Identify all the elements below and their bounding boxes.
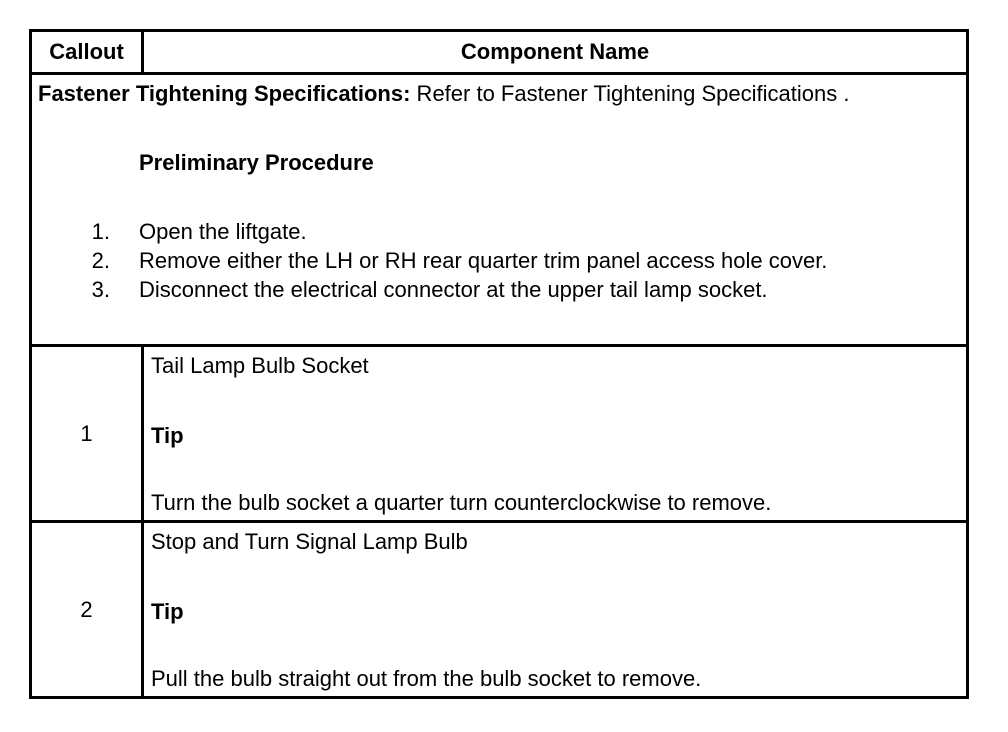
step-text: Disconnect the electrical connector at the upper tail lamp socket.: [139, 277, 768, 302]
tip-label: Tip: [151, 423, 184, 448]
step-text: Remove either the LH or RH rear quarter trim panel access hole cover.: [139, 248, 828, 273]
component-name: Tail Lamp Bulb Socket: [151, 353, 369, 378]
header-callout: Callout: [32, 32, 144, 72]
step-number: 3.: [91, 277, 110, 302]
fastener-specs-line: [38, 81, 849, 107]
preliminary-steps: [32, 217, 827, 304]
step-number: 2.: [91, 248, 110, 273]
tip-text: Pull the bulb straight out from the bulb socket to remove.: [151, 666, 702, 691]
step-text: Open the liftgate.: [139, 219, 307, 244]
step-item: [32, 275, 827, 304]
step-item: [32, 246, 827, 275]
component-cell: [147, 347, 966, 520]
component-name: Stop and Turn Signal Lamp Bulb: [151, 529, 468, 554]
step-number: 1.: [91, 219, 110, 244]
procedure-table: [29, 29, 969, 699]
step-item: [32, 217, 827, 246]
fastener-specs-label: Fastener Tightening Specifications:: [38, 81, 411, 106]
fastener-specs-text: Refer to Fastener Tightening Specifications .: [410, 81, 850, 106]
component-cell: [147, 523, 966, 696]
callout-cell: 1: [32, 347, 144, 520]
header-component-name: Component Name: [460, 39, 650, 64]
tip-text: Turn the bulb socket a quarter turn counterclockwise to remove.: [151, 490, 772, 515]
callout-cell: 2: [32, 523, 144, 696]
tip-label: Tip: [151, 599, 184, 624]
specifications-block: [32, 75, 966, 344]
preliminary-heading: Preliminary Procedure: [139, 150, 374, 175]
